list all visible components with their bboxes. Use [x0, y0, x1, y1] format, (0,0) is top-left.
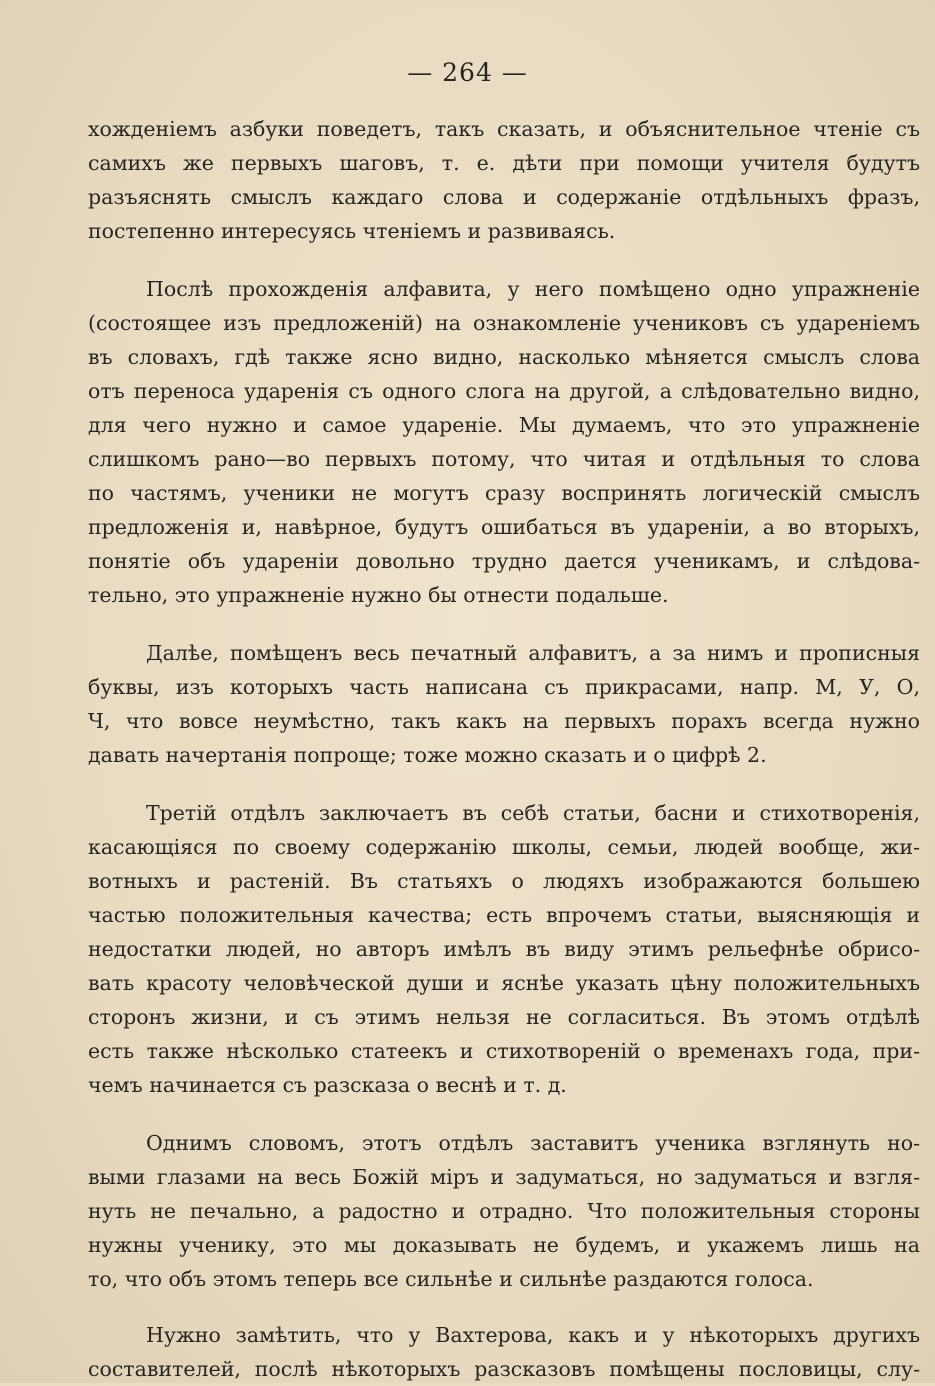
- paragraph: [88, 272, 920, 612]
- text-line: буквы, изъ которыхъ часть написана съ прикрасами, напр. М, У, О,: [88, 675, 920, 699]
- paragraph: [88, 636, 920, 772]
- text-line: постепенно интересуясь чтеніемъ и развиваясь.: [88, 219, 616, 243]
- text-line: для чего нужно и самое удареніе. Мы думаемъ, что это упражненіе: [88, 413, 920, 437]
- text-line: то, что объ этомъ теперь все сильнѣе и сильнѣе раздаются голоса.: [88, 1267, 814, 1291]
- text-line: предложенія и, навѣрное, будутъ ошибаться въ удареніи, а во вторыхъ,: [88, 515, 920, 539]
- page-text: [88, 112, 920, 1386]
- text-line: недостатки людей, но авторъ имѣлъ въ виду этимъ рельефнѣе обрисо-: [88, 937, 920, 961]
- text-line: нуть не печально, а радостно и отрадно. Что положительныя стороны: [88, 1199, 920, 1223]
- text-line: (состоящее изъ предложеній) на ознакомленіе учениковъ съ удареніемъ: [88, 311, 920, 335]
- paragraph: [88, 796, 920, 1102]
- text-line: выми глазами на весь Божій міръ и задуматься, но задуматься и взгля-: [88, 1165, 920, 1189]
- text-line: касающіяся по своему содержанію школы, семьи, людей вообще, жи-: [88, 835, 920, 859]
- text-line: давать начертанія попроще; тоже можно сказать и о цифрѣ 2.: [88, 743, 767, 767]
- text-line: самихъ же первыхъ шаговъ, т. е. дѣти при помощи учителя будутъ: [88, 151, 920, 175]
- page-number: — 264 —: [407, 58, 528, 87]
- text-line: сторонъ жизни, и съ этимъ нельзя не согласиться. Въ этомъ отдѣлѣ: [88, 1005, 920, 1029]
- text-line: вотныхъ и растеній. Въ статьяхъ о людяхъ изображаются большею: [88, 869, 920, 893]
- text-line: хожденіемъ азбуки поведетъ, такъ сказать, и объяснительное чтеніе съ: [88, 117, 920, 141]
- text-line: составителей, послѣ нѣкоторыхъ разсказовъ помѣщены пословицы, слу-: [88, 1357, 920, 1381]
- text-line: есть также нѣсколько статеекъ и стихотвореній о временахъ года, при-: [88, 1039, 920, 1063]
- text-line: разъяснять смыслъ каждаго слова и содержаніе отдѣльныхъ фразъ,: [88, 185, 920, 209]
- text-line: въ словахъ, гдѣ также ясно видно, насколько мѣняется смыслъ слова: [88, 345, 920, 369]
- text-line: Далѣе, помѣщенъ весь печатный алфавитъ, а за нимъ и прописныя: [146, 641, 920, 665]
- text-line: чемъ начинается съ разсказа о веснѣ и т. д.: [88, 1073, 567, 1097]
- text-line: отъ переноса ударенія съ одного слога на другой, а слѣдовательно видно,: [88, 379, 920, 403]
- text-line: Нужно замѣтить, что у Вахтерова, какъ и у нѣкоторыхъ другихъ: [146, 1323, 920, 1347]
- text-line: Однимъ словомъ, этотъ отдѣлъ заставитъ ученика взглянуть но-: [146, 1131, 920, 1155]
- text-line: Ч, что вовсе неумѣстно, такъ какъ на первыхъ порахъ всегда нужно: [88, 709, 920, 733]
- text-line: частью положительныя качества; есть впрочемъ статьи, выясняющія и: [88, 903, 920, 927]
- text-line: понятіе объ удареніи довольно трудно дается ученикамъ, и слѣдова-: [88, 549, 920, 573]
- text-line: по частямъ, ученики не могутъ сразу воспринять логическій смыслъ: [88, 481, 920, 505]
- text-line: тельно, это упражненіе нужно бы отнести подальше.: [88, 583, 669, 607]
- text-line: нужны ученику, это мы доказывать не будемъ, и укажемъ лишь на: [88, 1233, 920, 1257]
- paragraph: [88, 112, 920, 248]
- paragraph: [88, 1318, 920, 1386]
- paragraph: [88, 1126, 920, 1296]
- text-line: Послѣ прохожденія алфавита, у него помѣщено одно упражненіе: [146, 277, 920, 301]
- text-line: вать красоту человѣческой души и яснѣе указать цѣну положительныхъ: [88, 971, 920, 995]
- text-line: Третій отдѣлъ заключаетъ въ себѣ статьи, басни и стихотворенія,: [146, 801, 920, 825]
- text-line: слишкомъ рано—во первыхъ потому, что читая и отдѣльныя то слова: [88, 447, 920, 471]
